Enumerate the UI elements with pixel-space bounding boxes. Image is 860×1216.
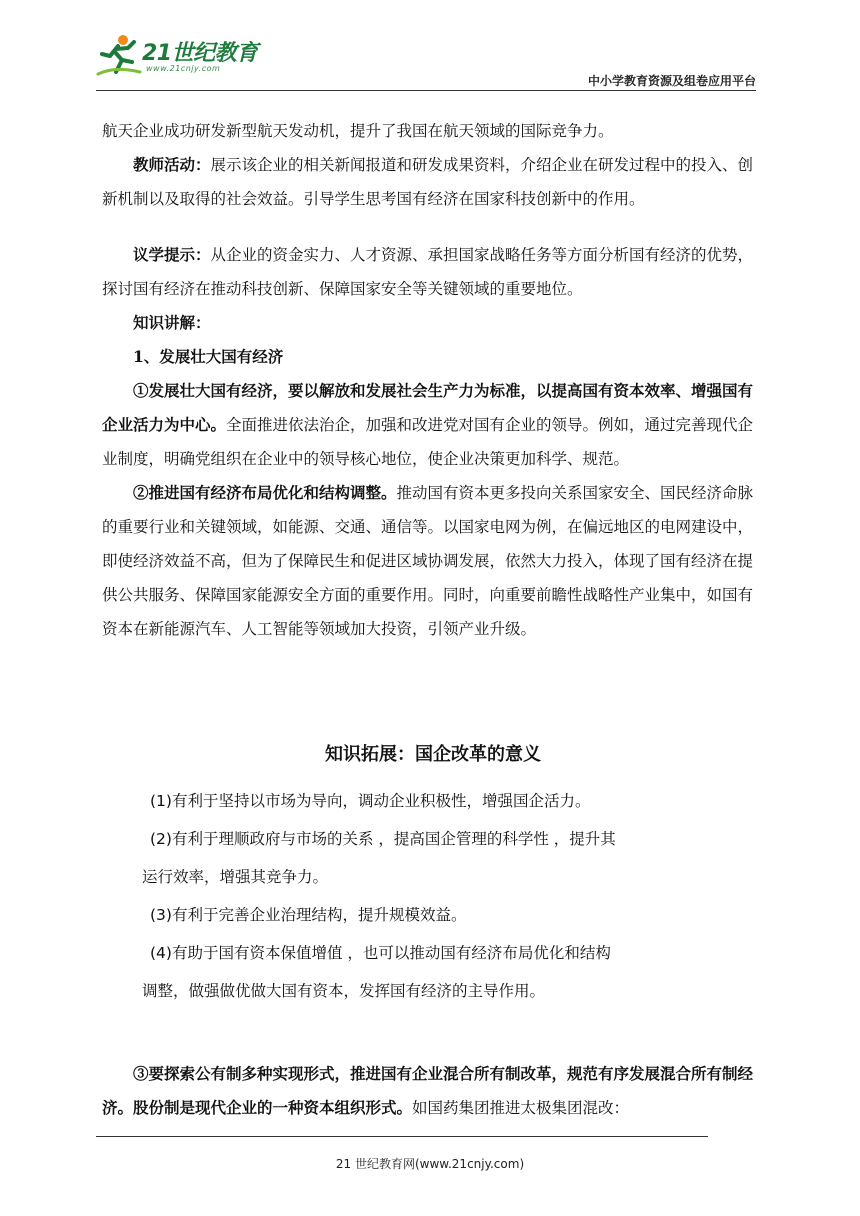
discussion-hint-label: 议学提示： bbox=[133, 245, 211, 264]
site-logo[interactable] bbox=[96, 30, 266, 80]
platform-name: 中小学教育资源及组卷应用平台 bbox=[587, 74, 756, 88]
knowledge-extension bbox=[102, 740, 764, 1010]
point-2-text: 推动国有资本更多投向关系国家安全、国民经济命脉的重要行业和关键领域，如能源、交通、通信等。以国家电网为例，在偏远地区的电网建设中，即使经济效益不高，但为了保障民生和促进区域协调发展，依然大力投入，体现了国有经济在提供公共服务、保障国家能源安全方面的重要作用。同时，向重要前瞻性战略性产业集中，如国有资本在新能源汽车、人工智能等领域加大投资，引领产业升级。 bbox=[102, 484, 754, 638]
paragraph-teacher-activity bbox=[102, 148, 764, 216]
runner-logo-icon bbox=[96, 32, 142, 78]
extension-title: 知识拓展：国企改革的意义 bbox=[325, 744, 541, 765]
logo-text: 21世纪教育 bbox=[142, 41, 258, 66]
header-divider bbox=[96, 90, 756, 91]
document-body-continued bbox=[102, 1057, 764, 1125]
point-3-text: 如国药集团推进太极集团混改： bbox=[412, 1099, 630, 1117]
knowledge-explanation-heading: 知识讲解： bbox=[133, 313, 211, 332]
paragraph-point-1 bbox=[102, 374, 764, 476]
extension-item-1: (1)有利于坚持以市场为导向，调动企业积极性，增强国企活力。 bbox=[150, 792, 591, 810]
paragraph-discussion-hint bbox=[102, 238, 764, 306]
point-2-bold: ②推进国有经济布局优化和结构调整。 bbox=[133, 483, 397, 502]
point-1-bold: ①发展壮大国有经济，要以解放和发展社会生产力为标准，以提高国有资本效率、增强国有企业活力为中心。 bbox=[102, 381, 754, 434]
point-1-text: 全面推进依法治企，加强和改进党对国有企业的领导。例如，通过完善现代企业制度，明确党组织在企业中的领导核心地位，使企业决策更加科学、规范。 bbox=[102, 416, 754, 468]
extension-item-3: (3)有利于完善企业治理结构，提升规模效益。 bbox=[150, 906, 467, 924]
page-footer: 21 世纪教育网(www.21cnjy.com) bbox=[335, 1157, 525, 1171]
extension-item-4-line-1: (4)有助于国有资本保值增值 ，也可以推动国有经济布局优化和结构 bbox=[150, 944, 611, 962]
footer-divider bbox=[96, 1136, 708, 1137]
discussion-hint-text: 从企业的资金实力、人才资源、承担国家战略任务等方面分析国有经济的优势，探讨国有经济在推动科技创新、保障国家安全等关键领域的重要地位。 bbox=[102, 246, 754, 298]
extension-item-4-line-2: 调整，做强做优做大国有资本，发挥国有经济的主导作用。 bbox=[142, 982, 546, 1000]
point-3-bold: ③要探索公有制多种实现形式，推进国有企业混合所有制改革，规范有序发展混合所有制经济。股份制是现代企业的一种资本组织形式。 bbox=[102, 1064, 754, 1117]
extension-item-2-line-2: 运行效率，增强其竞争力。 bbox=[142, 868, 329, 886]
page-header bbox=[96, 30, 756, 92]
paragraph-point-3 bbox=[102, 1057, 764, 1125]
paragraph-point-2 bbox=[102, 476, 764, 646]
teacher-activity-text: 展示该企业的相关新闻报道和研发成果资料，介绍企业在研发过程中的投入、创新机制以及取得的社会效益。引导学生思考国有经济在国家科技创新中的作用。 bbox=[102, 156, 754, 208]
document-body bbox=[102, 114, 764, 646]
extension-item-2-line-1: (2)有利于理顺政府与市场的关系 ，提高国企管理的科学性 ，提升其 bbox=[150, 830, 616, 848]
paragraph-aerospace: 航天企业成功研发新型航天发动机，提升了我国在航天领域的国际竞争力。 bbox=[102, 122, 614, 140]
section-heading-1: 1、发展壮大国有经济 bbox=[133, 347, 284, 366]
teacher-activity-label: 教师活动： bbox=[133, 155, 211, 174]
logo-url: www.21cnjy.com bbox=[146, 64, 221, 73]
